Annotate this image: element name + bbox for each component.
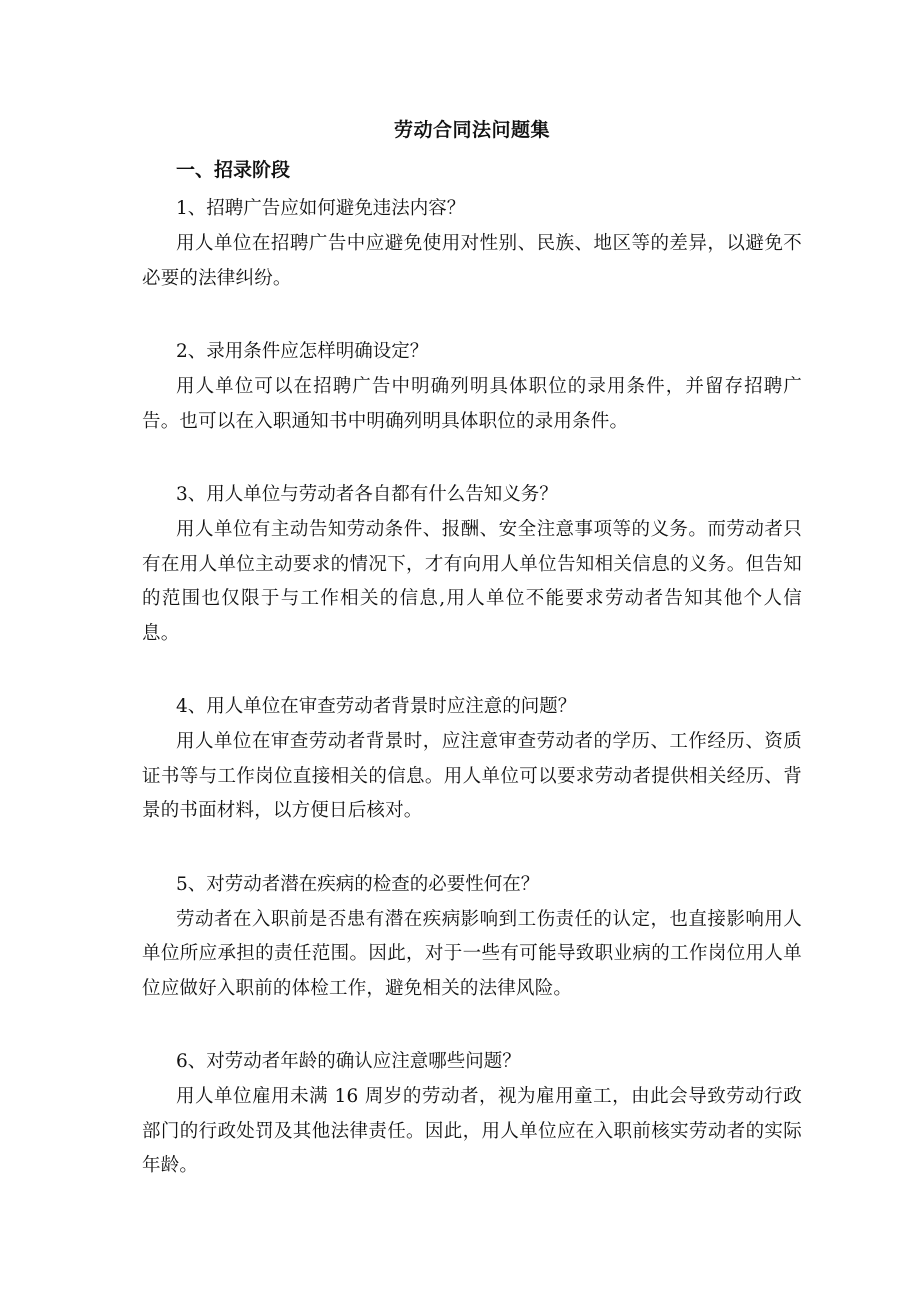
qa-item-6 xyxy=(142,1045,802,1184)
document-body xyxy=(142,118,802,1223)
answer-5: 劳动者在入职前是否患有潜在疾病影响到工伤责任的认定，也直接影响用人单位所应承担的责任范围。因此，对于一些有可能导致职业病的工作岗位用人单位应做好入职前的体检工作，避免相关的法律风险。 xyxy=(142,908,802,999)
question-2: 2、录用条件应怎样明确设定？ xyxy=(176,341,429,362)
answer-6: 用人单位雇用未满 16 周岁的劳动者，视为雇用童工，由此会导致劳动行政部门的行政处罚及其他法律责任。因此，用人单位应在入职前核实劳动者的实际年龄。 xyxy=(142,1086,802,1176)
qa-item-5 xyxy=(142,868,802,1007)
answer-4: 用人单位在审查劳动者背景时，应注意审查劳动者的学历、工作经历、资质证书等与工作岗位直接相关的信息。用人单位可以要求劳动者提供相关经历、背景的书面材料，以方便日后核对。 xyxy=(142,731,802,821)
question-5: 5、对劳动者潜在疾病的检查的必要性何在？ xyxy=(176,873,540,895)
qa-item-3 xyxy=(142,478,802,651)
section-heading: 一、招录阶段 xyxy=(176,159,291,181)
question-6: 6、对劳动者年龄的确认应注意哪些问题？ xyxy=(176,1051,521,1072)
answer-3: 用人单位有主动告知劳动条件、报酬、安全注意事项等的义务。而劳动者只有在用人单位主动要求的情况下，才有向用人单位告知相关信息的义务。但告知的范围也仅限于与工作相关的信息,用人单位不能要求劳动者告知其他个人信息。 xyxy=(142,519,802,644)
qa-item-1 xyxy=(142,192,802,296)
question-1: 1、招聘广告应如何避免违法内容？ xyxy=(176,198,466,219)
answer-2: 用人单位可以在招聘广告中明确列明具体职位的录用条件，并留存招聘广告。也可以在入职通知书中明确列明具体职位的录用条件。 xyxy=(142,376,802,432)
question-3: 3、用人单位与劳动者各自都有什么告知义务？ xyxy=(176,484,558,505)
document-title: 劳动合同法问题集 xyxy=(393,119,550,141)
answer-1: 用人单位在招聘广告中应避免使用对性别、民族、地区等的差异，以避免不必要的法律纠纷。 xyxy=(142,233,802,289)
question-4: 4、用人单位在审查劳动者背景时应注意的问题？ xyxy=(176,696,577,717)
qa-item-2 xyxy=(142,335,802,439)
qa-item-4 xyxy=(142,690,802,829)
